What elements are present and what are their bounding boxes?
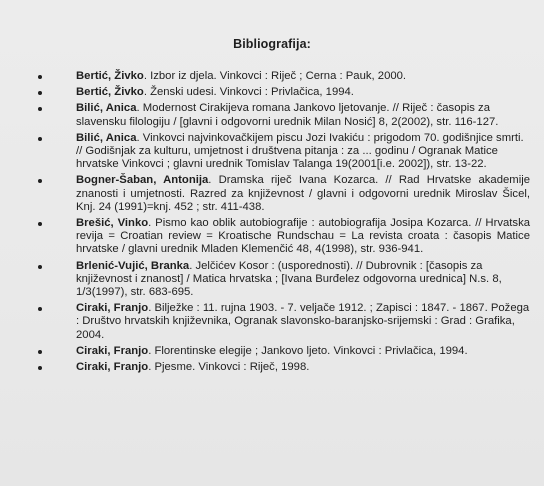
- entry-author: Brlenić-Vujić, Branka: [76, 259, 190, 272]
- entry-author: Bilić, Anica: [76, 102, 137, 115]
- entry-text: . Modernost Cirakijeva romana Jankovo ljetovanje. // Riječ : časopis za slavensku filologiju / [glavni i odgovorni urednik Milan Nosić] 8, 2(2002), str. 116-127.: [76, 102, 499, 128]
- entry-text: . Pjesme. Vinkovci : Riječ, 1998.: [148, 361, 310, 374]
- entry-author: Bertić, Živko: [76, 70, 144, 82]
- bullet-icon: [38, 75, 42, 79]
- bibliography-entry: [0, 260, 544, 300]
- bibliography-entry: [0, 361, 544, 374]
- entry-author: Brešić, Vinko: [76, 217, 149, 230]
- bullet-icon: [38, 91, 42, 95]
- bibliography-entry: [0, 86, 544, 99]
- entry-author: Ciraki, Franjo: [76, 344, 149, 357]
- entry-text: . Dramska riječ Ivana Kozarca. // Rad Hrvatske akademije znanosti i umjetnosti. Razred za književnost / glavni i odgovorni urednik Miroslav Šicel, Knj. 24 (1991)=knj. 452 ; str. 411-438.: [76, 174, 530, 213]
- bullet-icon: [38, 179, 42, 183]
- bibliography-entry: [0, 302, 544, 342]
- bullet-icon: [38, 366, 42, 370]
- bibliography-entry: [0, 174, 544, 214]
- page-title: Bibliografija:: [233, 37, 311, 51]
- bullet-icon: [38, 137, 42, 141]
- entry-text: . Florentinske elegije ; Jankovo ljeto. Vinkovci : Privlačica, 1994.: [148, 344, 468, 357]
- bibliography-entry: [0, 132, 544, 172]
- entry-author: Bogner-Šaban, Antonija: [76, 174, 209, 187]
- entry-text: . Pismo kao oblik autobiografije : autobiografija Josipa Kozarca. // Hrvatska revija = Croatian review = Kroatische Rundschau = La revista croata : časopis Matice hrvatske / glavni urednik Mladen Klemenčić 48, 4(1998), str. 936-941.: [76, 217, 530, 256]
- bibliography-entry: [0, 217, 544, 257]
- bibliography-entry: [0, 345, 544, 358]
- entry-author: Bilić, Anica: [76, 131, 137, 144]
- entry-author: Bertić, Živko: [76, 86, 144, 99]
- entry-author: Ciraki, Franjo: [76, 361, 149, 374]
- entry-text: . Vinkovci najvinkovačkijem piscu Jozi Ivakiću : prigodom 70. godišnjice smrti. // Godišnjak za kulturu, umjetnost i društvena pitanja : za ... godinu / Ogranak Matice hrvatske Vinkovci ; glavni urednik Tomislav Talanga 19(2001[i.e. 2002]), str. 13-22.: [76, 131, 524, 171]
- entry-author: Ciraki, Franjo: [76, 302, 149, 315]
- bullet-icon: [38, 222, 42, 226]
- bibliography-entry: [0, 102, 544, 128]
- entry-text: . Bilježke : 11. rujna 1903. - 7. veljače 1912. ; Zapisci : 1847. - 1867. Požega : Društvo hrvatskih književnika, Ogranak slavonsko-baranjsko-srijemski : Grad : Grafika, 2004.: [76, 302, 530, 341]
- bullet-icon: [38, 265, 42, 269]
- bibliography-list: [0, 70, 544, 377]
- bullet-icon: [38, 350, 42, 354]
- bullet-icon: [38, 307, 42, 311]
- bibliography-entry: [0, 70, 544, 83]
- entry-text: . Izbor iz djela. Vinkovci : Riječ ; Cerna : Pauk, 2000.: [143, 70, 407, 82]
- bullet-icon: [38, 107, 42, 111]
- entry-text: . Ženski udesi. Vinkovci : Privlačica, 1994.: [143, 86, 354, 99]
- entry-text: . Jelčićev Kosor : (usporednosti). // Dubrovnik : [časopis za književnost i znanost] / Matica hrvatska ; [Ivana Burđelez odgovorna urednica] N.s. 8, 1/3(1997), str. 683-695.: [76, 259, 502, 299]
